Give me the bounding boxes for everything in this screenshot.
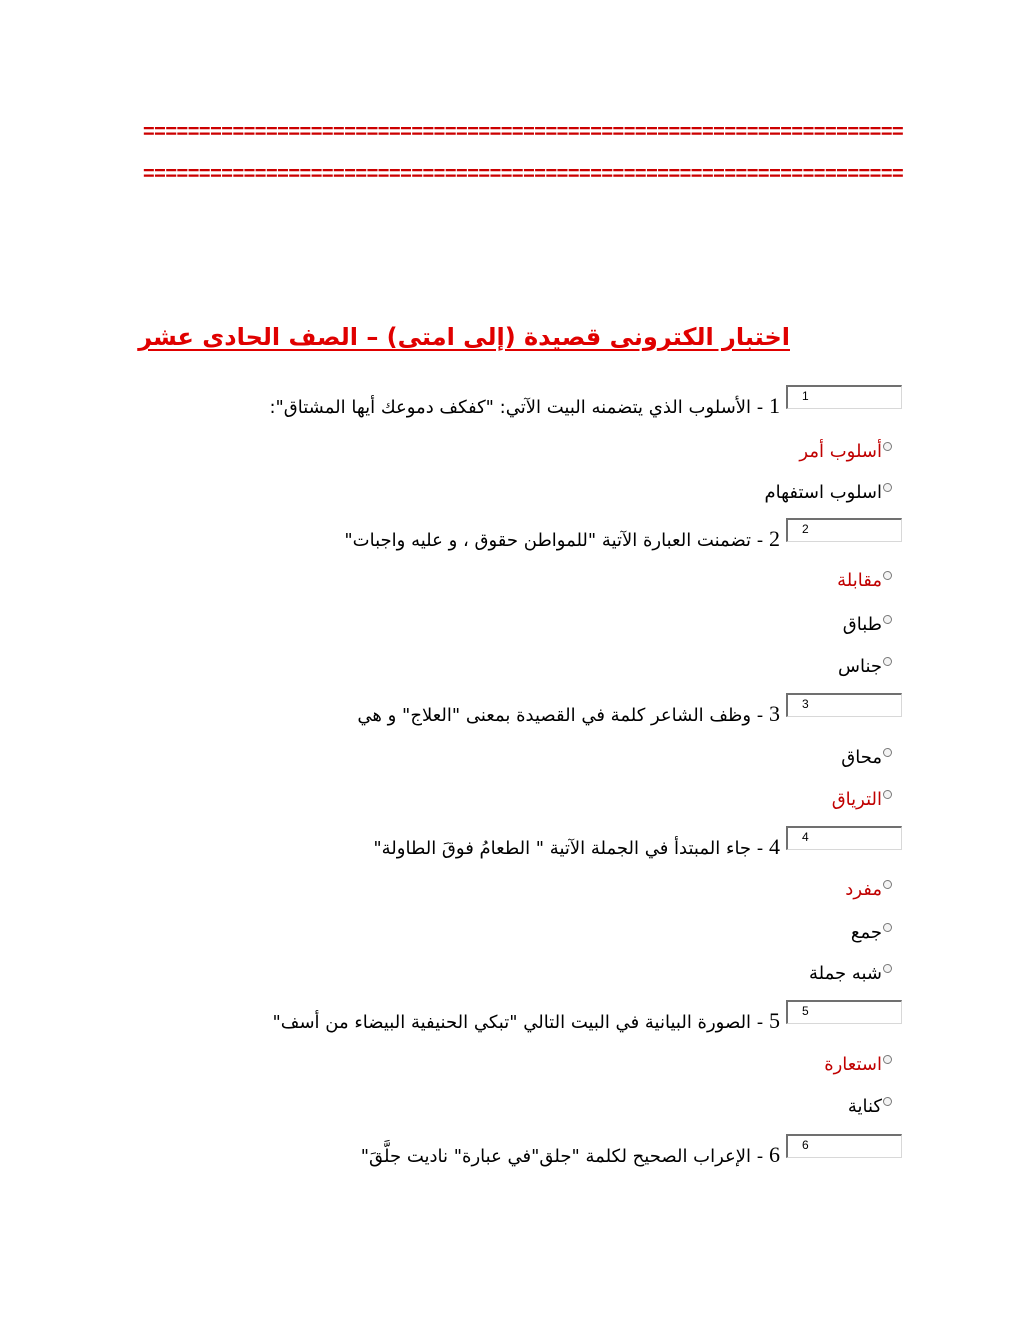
- top-separator-line: ====================================================================: [143, 122, 903, 142]
- answer-field[interactable]: 1: [786, 385, 902, 409]
- option-radio[interactable]: [799, 437, 892, 465]
- radio-button-icon[interactable]: [883, 1097, 892, 1106]
- option-label: اسلوب استفهام: [764, 481, 882, 503]
- option-radio[interactable]: [851, 918, 892, 946]
- option-label: جمع: [850, 921, 882, 943]
- radio-button-icon[interactable]: [883, 1055, 892, 1064]
- question-text: - تضمنت العبارة الآتية "للمواطن حقوق ، و عليه واجبات": [344, 530, 769, 551]
- question-text: - الصورة البيانية في البيت التالي "تبكي الحنيفية البيضاء من أسف": [272, 1012, 769, 1033]
- radio-button-icon[interactable]: [883, 657, 892, 666]
- option-label: طباق: [842, 613, 882, 635]
- radio-button-icon[interactable]: [883, 483, 892, 492]
- option-label: كناية: [847, 1095, 882, 1117]
- option-radio[interactable]: [838, 652, 892, 680]
- answer-field[interactable]: 5: [786, 1000, 902, 1024]
- answer-field[interactable]: 6: [786, 1134, 902, 1158]
- option-label: جناس: [837, 655, 882, 677]
- option-label: أسلوب أمر: [799, 440, 882, 462]
- option-label: مفرد: [845, 878, 882, 900]
- question-text: - الإعراب الصحيح لكلمة "جلق"في عبارة" ناديت جلَّقَ": [360, 1146, 769, 1167]
- radio-button-icon[interactable]: [883, 790, 892, 799]
- option-radio[interactable]: [837, 566, 892, 594]
- option-radio[interactable]: [848, 1092, 892, 1120]
- answer-field[interactable]: 3: [786, 693, 902, 717]
- question-6: [361, 1137, 902, 1173]
- question-number: 3: [769, 701, 780, 726]
- radio-button-icon[interactable]: [883, 923, 892, 932]
- question-3: [357, 696, 902, 732]
- second-separator-line: ====================================================================: [143, 164, 903, 184]
- option-radio[interactable]: [809, 959, 892, 987]
- question-number: 2: [769, 526, 780, 551]
- question-4: [373, 829, 902, 865]
- option-radio[interactable]: [841, 743, 892, 771]
- option-label: مقابلة: [837, 569, 882, 591]
- radio-button-icon[interactable]: [883, 571, 892, 580]
- question-text: - الأسلوب الذي يتضمنه البيت الآتي: "كفكف دموعك أيها المشتاق":: [269, 397, 769, 418]
- question-number: 5: [769, 1008, 780, 1033]
- page-title: اختبار الكترونى قصيدة (إلى امتى) – الصف الحادى عشر: [138, 323, 790, 351]
- question-number: 6: [769, 1142, 780, 1167]
- answer-field[interactable]: 4: [786, 826, 902, 850]
- option-radio[interactable]: [764, 478, 892, 506]
- radio-button-icon[interactable]: [883, 615, 892, 624]
- question-number: 1: [769, 393, 780, 418]
- question-1: [269, 388, 902, 424]
- question-5: [273, 1003, 902, 1039]
- option-label: شبه جملة: [808, 962, 882, 984]
- option-label: استعارة: [824, 1053, 882, 1075]
- option-label: الترياق: [831, 788, 882, 810]
- radio-button-icon[interactable]: [883, 964, 892, 973]
- option-radio[interactable]: [832, 785, 892, 813]
- radio-button-icon[interactable]: [883, 748, 892, 757]
- question-text: - جاء المبتدأ في الجملة الآتية " الطعامُ فوقَ الطاولة": [373, 838, 769, 859]
- question-text: - وظف الشاعر كلمة في القصيدة بمعنى "العلاج" و هي: [357, 705, 769, 726]
- option-label: محاق: [841, 746, 882, 768]
- answer-field[interactable]: 2: [786, 518, 902, 542]
- question-number: 4: [769, 834, 780, 859]
- question-2: [344, 521, 902, 557]
- option-radio[interactable]: [845, 875, 892, 903]
- radio-button-icon[interactable]: [883, 880, 892, 889]
- option-radio[interactable]: [824, 1050, 892, 1078]
- option-radio[interactable]: [843, 610, 892, 638]
- radio-button-icon[interactable]: [883, 442, 892, 451]
